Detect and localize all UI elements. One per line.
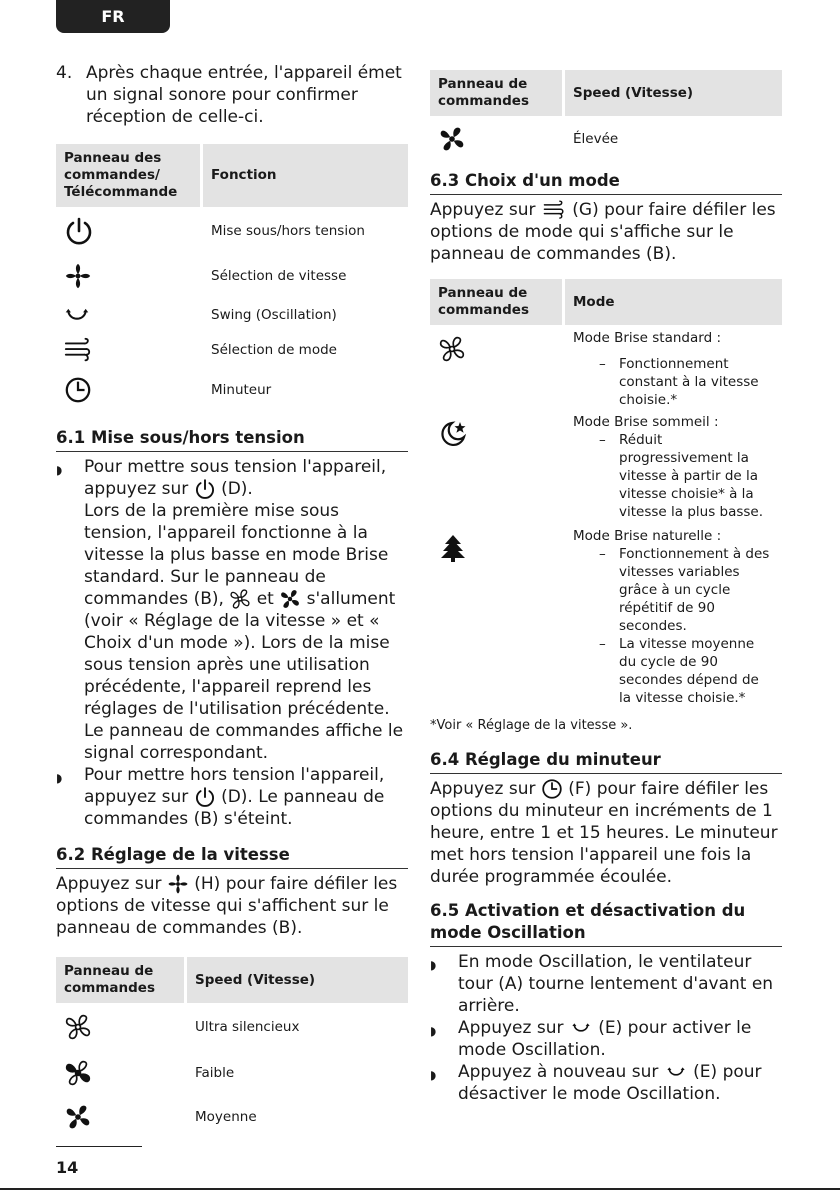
left-column: [56, 62, 408, 1139]
mode-title: Mode Brise sommeil :: [573, 414, 719, 430]
breeze-standard-icon: [438, 335, 466, 363]
table-row: [56, 1095, 408, 1139]
power-icon: [194, 786, 216, 808]
timer-paragraph: Appuyez sur (F) pour faire défiler les options du minuteur en incréments de 1 heure, entre 1 et 15 heures. Le minuteur met hors tension l'appareil une fois la durée programmée écoulée.: [430, 779, 778, 887]
function-label: Sélection de vitesse: [211, 268, 347, 284]
table-row: [56, 297, 408, 333]
language-label: FR: [101, 7, 125, 26]
wind-mode-icon: [541, 199, 567, 221]
table-header-panel: Panneau de commandes: [430, 70, 565, 116]
speed-label: Moyenne: [195, 1109, 257, 1125]
swing-icon: [64, 302, 90, 328]
mode-item: – Réduit progressivement la vitesse à partir de la vitesse choisie* à la vitesse la plus basse.: [599, 432, 764, 520]
section-title-6-3: 6.3 Choix d'un mode: [430, 170, 782, 195]
bullet-marker: ◗: [430, 1024, 437, 1038]
table-row: [56, 333, 408, 367]
bottom-rule: [0, 1188, 840, 1190]
footnote: *Voir « Réglage de la vitesse ».: [430, 718, 633, 733]
fan-speed-icon: [64, 262, 92, 290]
table-row: [430, 116, 782, 162]
fan-low-icon: [64, 1059, 92, 1087]
mode-table: [430, 279, 782, 707]
function-table: [56, 144, 408, 413]
table-header-panel: Panneau de commandes: [430, 279, 565, 325]
mode-title: Mode Brise standard :: [573, 330, 721, 346]
wind-mode-icon: [64, 336, 92, 364]
table-header-panel: Panneau de commandes: [56, 957, 187, 1003]
table-row: [430, 409, 782, 521]
swing-icon: [664, 1062, 688, 1082]
speed-table: [56, 957, 408, 1139]
mode-item: – Fonctionnement constant à la vitesse choisie.*: [599, 356, 759, 408]
table-header-speed: Speed (Vitesse): [187, 957, 408, 1003]
fan-high-icon: [438, 125, 466, 153]
speed-paragraph: Appuyez sur (H) pour faire défiler les options de vitesse qui s'affichent sur le panneau de commandes (B).: [56, 874, 398, 938]
bullet-marker: ◗: [56, 463, 63, 477]
section-title-6-4: 6.4 Réglage du minuteur: [430, 749, 782, 774]
table-row: [56, 1051, 408, 1095]
fan-medium-icon: [64, 1103, 92, 1131]
bullet-text: Pour mettre sous tension l'appareil, appuyez sur (D). Lors de la première mise sous tension, l'appareil fonctionne à la vitesse la plus basse en mode Brise standard. Sur le panneau de commandes (B), et s'allument (voir « Réglage de la vitesse » et « Choix d'un mode »). Lors de la mise sous tension après une utilisation précédente, l'appareil reprend les réglages de l'utilisation précédente. Le panneau de commandes affiche le signal correspondant.: [84, 457, 404, 763]
fan-icon: [279, 588, 301, 610]
speed-table-continued: [430, 70, 782, 162]
mode-paragraph: Appuyez sur (G) pour faire défiler les options de mode qui s'affiche sur le panneau de commandes (B).: [430, 200, 776, 264]
page-number: 14: [56, 1158, 79, 1177]
section-title-6-2: 6.2 Réglage de la vitesse: [56, 844, 408, 869]
mode-item: – La vitesse moyenne du cycle de 90 secondes dépend de la vitesse choisie.*: [599, 636, 759, 706]
swing-icon: [569, 1018, 593, 1038]
table-row: [56, 367, 408, 413]
tree-icon: [438, 533, 468, 563]
speed-label: Ultra silencieux: [195, 1019, 300, 1035]
table-header-panel: Panneau des commandes/ Télécommande: [56, 144, 203, 207]
table-row: [56, 207, 408, 255]
bullet-text: Pour mettre hors tension l'appareil, appuyez sur (D). Le panneau de commandes (B) s'éteint.: [84, 765, 385, 829]
function-label: Swing (Oscillation): [211, 307, 337, 323]
bullet-oscillation-off: [430, 1061, 782, 1105]
bullet-power-on: [56, 456, 408, 764]
bullet-oscillation-info: [430, 951, 782, 1017]
bullet-power-off: [56, 764, 408, 830]
moon-star-icon: [438, 419, 468, 449]
power-icon: [64, 216, 94, 246]
power-icon: [194, 478, 216, 500]
timer-icon: [64, 376, 92, 404]
function-label: Minuteur: [211, 382, 272, 398]
function-label: Sélection de mode: [211, 342, 337, 358]
bullet-marker: ◗: [430, 958, 437, 972]
table-row: [430, 325, 782, 409]
bullet-oscillation-on: [430, 1017, 782, 1061]
speed-label: Élevée: [573, 131, 619, 147]
step-number: 4.: [56, 63, 73, 83]
fan-speed-icon: [167, 873, 189, 895]
function-label: Mise sous/hors tension: [211, 223, 365, 239]
timer-icon: [541, 778, 563, 800]
bullet-text: Appuyez sur (E) pour activer le mode Oscillation.: [458, 1018, 752, 1060]
table-row: [56, 1003, 408, 1051]
bullet-marker: ◗: [56, 771, 63, 785]
step-4: [56, 62, 408, 128]
fan-outline-icon: [229, 588, 251, 610]
table-row: [56, 255, 408, 297]
table-header-mode: Mode: [565, 279, 782, 325]
bullet-marker: ◗: [430, 1068, 437, 1082]
fan-ultra-quiet-icon: [64, 1013, 92, 1041]
section-title-6-1: 6.1 Mise sous/hors tension: [56, 427, 408, 452]
table-header-speed: Speed (Vitesse): [565, 70, 782, 116]
bullet-text: En mode Oscillation, le ventilateur tour (A) tourne lentement d'avant en arrière.: [458, 952, 774, 1016]
section-title-6-5: 6.5 Activation et désactivation du mode Oscillation: [430, 900, 782, 947]
mode-title: Mode Brise naturelle :: [573, 528, 722, 544]
mode-item: – Fonctionnement à des vitesses variables grâce à un cycle répétitif de 90 secondes.: [599, 546, 770, 634]
table-header-function: Fonction: [203, 144, 408, 207]
bullet-text: Appuyez à nouveau sur (E) pour désactiver le mode Oscillation.: [458, 1062, 762, 1104]
right-column: [430, 70, 782, 1105]
step-text: Après chaque entrée, l'appareil émet un signal sonore pour confirmer réception de celle-ci.: [86, 63, 402, 127]
table-row: [430, 521, 782, 707]
footer-rule: [56, 1146, 142, 1147]
speed-label: Faible: [195, 1065, 235, 1081]
language-tab: [56, 0, 170, 33]
